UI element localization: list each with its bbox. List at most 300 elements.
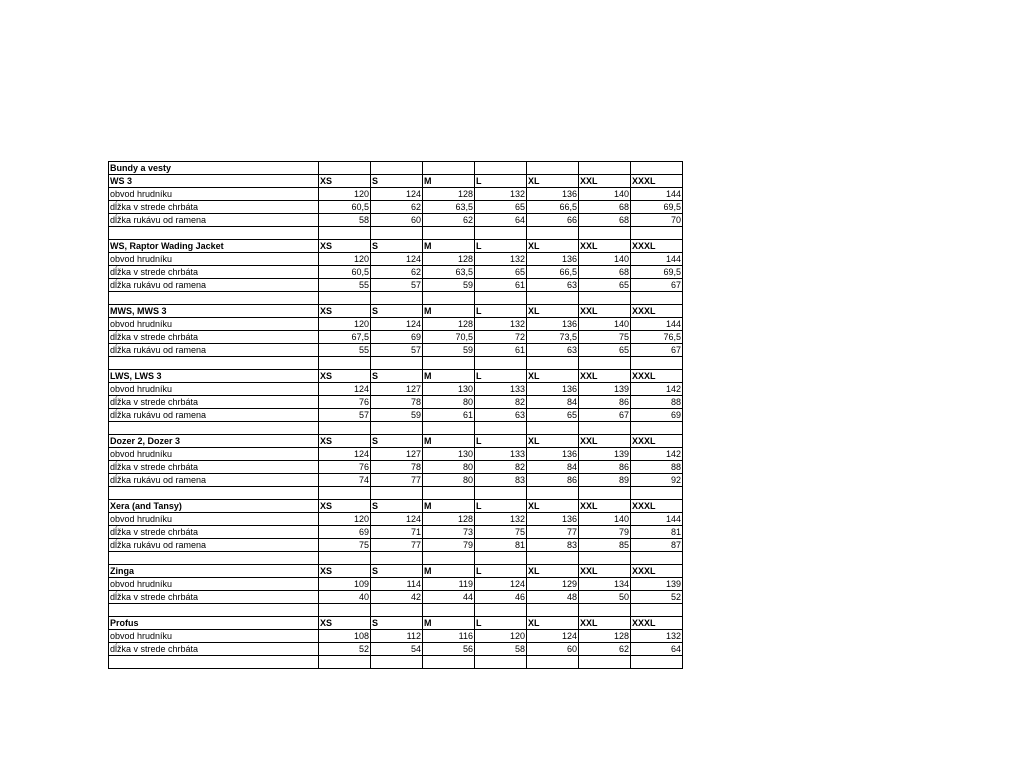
measurement-value-cell[interactable]: 140 [579, 188, 631, 201]
measurement-value-cell[interactable]: 65 [475, 266, 527, 279]
size-header-cell[interactable]: XS [319, 175, 371, 188]
empty-cell[interactable] [631, 292, 683, 305]
measurement-value-cell[interactable]: 134 [579, 578, 631, 591]
measurement-value-cell[interactable]: 79 [579, 526, 631, 539]
empty-cell[interactable] [579, 227, 631, 240]
measurement-value-cell[interactable]: 61 [475, 344, 527, 357]
measurement-value-cell[interactable]: 144 [631, 253, 683, 266]
empty-cell[interactable] [109, 422, 319, 435]
measurement-value-cell[interactable]: 62 [371, 266, 423, 279]
measurement-value-cell[interactable]: 86 [579, 396, 631, 409]
measurement-value-cell[interactable]: 71 [371, 526, 423, 539]
measurement-value-cell[interactable]: 136 [527, 188, 579, 201]
measurement-value-cell[interactable]: 76 [319, 461, 371, 474]
measurement-value-cell[interactable]: 120 [319, 253, 371, 266]
empty-cell[interactable] [371, 227, 423, 240]
size-header-cell[interactable]: XXL [579, 305, 631, 318]
empty-cell[interactable] [109, 656, 319, 669]
measurement-value-cell[interactable]: 128 [423, 253, 475, 266]
empty-cell[interactable] [371, 422, 423, 435]
empty-cell[interactable] [475, 292, 527, 305]
measurement-value-cell[interactable]: 68 [579, 201, 631, 214]
sheet-title-cell[interactable]: Bundy a vesty [109, 162, 319, 175]
measurement-value-cell[interactable]: 124 [371, 253, 423, 266]
empty-cell[interactable] [579, 292, 631, 305]
measurement-value-cell[interactable]: 75 [319, 539, 371, 552]
measurement-value-cell[interactable]: 84 [527, 396, 579, 409]
measurement-value-cell[interactable]: 76 [319, 396, 371, 409]
measurement-value-cell[interactable]: 60 [527, 643, 579, 656]
empty-cell[interactable] [631, 162, 683, 175]
measurement-value-cell[interactable]: 50 [579, 591, 631, 604]
measurement-value-cell[interactable]: 79 [423, 539, 475, 552]
empty-cell[interactable] [371, 552, 423, 565]
empty-cell[interactable] [579, 656, 631, 669]
empty-cell[interactable] [631, 656, 683, 669]
measurement-value-cell[interactable]: 73,5 [527, 331, 579, 344]
measurement-value-cell[interactable]: 66,5 [527, 201, 579, 214]
measurement-value-cell[interactable]: 57 [319, 409, 371, 422]
empty-cell[interactable] [631, 227, 683, 240]
measurement-value-cell[interactable]: 40 [319, 591, 371, 604]
measurement-value-cell[interactable]: 65 [527, 409, 579, 422]
measurement-value-cell[interactable]: 92 [631, 474, 683, 487]
empty-cell[interactable] [475, 604, 527, 617]
size-header-cell[interactable]: S [371, 175, 423, 188]
measurement-value-cell[interactable]: 70 [631, 214, 683, 227]
empty-cell[interactable] [319, 422, 371, 435]
empty-cell[interactable] [631, 487, 683, 500]
size-header-cell[interactable]: XXL [579, 240, 631, 253]
empty-cell[interactable] [423, 487, 475, 500]
size-header-cell[interactable]: L [475, 565, 527, 578]
measurement-value-cell[interactable]: 139 [579, 383, 631, 396]
size-header-cell[interactable]: XXXL [631, 435, 683, 448]
measurement-value-cell[interactable]: 86 [579, 461, 631, 474]
measurement-value-cell[interactable]: 89 [579, 474, 631, 487]
measurement-value-cell[interactable]: 130 [423, 383, 475, 396]
size-header-cell[interactable]: XL [527, 305, 579, 318]
size-header-cell[interactable]: M [423, 240, 475, 253]
measurement-value-cell[interactable]: 67 [631, 344, 683, 357]
measurement-value-cell[interactable]: 59 [371, 409, 423, 422]
empty-cell[interactable] [371, 487, 423, 500]
empty-cell[interactable] [423, 604, 475, 617]
measurement-value-cell[interactable]: 67,5 [319, 331, 371, 344]
measurement-value-cell[interactable]: 132 [475, 318, 527, 331]
size-header-cell[interactable]: S [371, 565, 423, 578]
measurement-value-cell[interactable]: 52 [631, 591, 683, 604]
section-name-cell[interactable]: WS, Raptor Wading Jacket [109, 240, 319, 253]
measurement-value-cell[interactable]: 58 [475, 643, 527, 656]
measurement-label-cell[interactable]: dĺžka v strede chrbáta [109, 396, 319, 409]
measurement-value-cell[interactable]: 82 [475, 461, 527, 474]
size-header-cell[interactable]: XS [319, 435, 371, 448]
measurement-label-cell[interactable]: obvod hrudníku [109, 253, 319, 266]
measurement-value-cell[interactable]: 144 [631, 513, 683, 526]
measurement-value-cell[interactable]: 136 [527, 253, 579, 266]
measurement-value-cell[interactable]: 59 [423, 279, 475, 292]
empty-cell[interactable] [319, 292, 371, 305]
size-header-cell[interactable]: XXXL [631, 305, 683, 318]
measurement-value-cell[interactable]: 66 [527, 214, 579, 227]
measurement-value-cell[interactable]: 77 [527, 526, 579, 539]
measurement-value-cell[interactable]: 78 [371, 461, 423, 474]
size-header-cell[interactable]: XXXL [631, 565, 683, 578]
size-header-cell[interactable]: L [475, 435, 527, 448]
size-header-cell[interactable]: XL [527, 500, 579, 513]
size-header-cell[interactable]: S [371, 305, 423, 318]
size-header-cell[interactable]: XXXL [631, 500, 683, 513]
measurement-value-cell[interactable]: 136 [527, 318, 579, 331]
empty-cell[interactable] [319, 227, 371, 240]
measurement-value-cell[interactable]: 142 [631, 448, 683, 461]
measurement-value-cell[interactable]: 69,5 [631, 266, 683, 279]
size-header-cell[interactable]: S [371, 617, 423, 630]
measurement-value-cell[interactable]: 57 [371, 344, 423, 357]
empty-cell[interactable] [475, 227, 527, 240]
measurement-value-cell[interactable]: 120 [319, 318, 371, 331]
measurement-value-cell[interactable]: 64 [475, 214, 527, 227]
measurement-value-cell[interactable]: 44 [423, 591, 475, 604]
size-header-cell[interactable]: L [475, 305, 527, 318]
section-name-cell[interactable]: Xera (and Tansy) [109, 500, 319, 513]
empty-cell[interactable] [371, 162, 423, 175]
measurement-value-cell[interactable]: 88 [631, 396, 683, 409]
measurement-value-cell[interactable]: 114 [371, 578, 423, 591]
size-header-cell[interactable]: XXL [579, 565, 631, 578]
measurement-label-cell[interactable]: obvod hrudníku [109, 513, 319, 526]
measurement-value-cell[interactable]: 142 [631, 383, 683, 396]
measurement-value-cell[interactable]: 139 [579, 448, 631, 461]
empty-cell[interactable] [319, 487, 371, 500]
empty-cell[interactable] [371, 604, 423, 617]
measurement-value-cell[interactable]: 69 [631, 409, 683, 422]
measurement-label-cell[interactable]: dĺžka rukávu od ramena [109, 344, 319, 357]
empty-cell[interactable] [527, 357, 579, 370]
empty-cell[interactable] [423, 656, 475, 669]
empty-cell[interactable] [319, 357, 371, 370]
measurement-value-cell[interactable]: 76,5 [631, 331, 683, 344]
measurement-label-cell[interactable]: dĺžka rukávu od ramena [109, 474, 319, 487]
measurement-value-cell[interactable]: 82 [475, 396, 527, 409]
measurement-label-cell[interactable]: obvod hrudníku [109, 630, 319, 643]
size-header-cell[interactable]: XXXL [631, 175, 683, 188]
measurement-label-cell[interactable]: dĺžka v strede chrbáta [109, 266, 319, 279]
measurement-value-cell[interactable]: 70,5 [423, 331, 475, 344]
measurement-value-cell[interactable]: 62 [371, 201, 423, 214]
size-header-cell[interactable]: M [423, 370, 475, 383]
measurement-value-cell[interactable]: 124 [371, 318, 423, 331]
measurement-label-cell[interactable]: dĺžka v strede chrbáta [109, 331, 319, 344]
measurement-value-cell[interactable]: 80 [423, 461, 475, 474]
size-header-cell[interactable]: XXL [579, 617, 631, 630]
empty-cell[interactable] [527, 604, 579, 617]
empty-cell[interactable] [527, 656, 579, 669]
size-header-cell[interactable]: M [423, 435, 475, 448]
measurement-value-cell[interactable]: 124 [527, 630, 579, 643]
measurement-value-cell[interactable]: 42 [371, 591, 423, 604]
measurement-value-cell[interactable]: 46 [475, 591, 527, 604]
measurement-value-cell[interactable]: 69,5 [631, 201, 683, 214]
measurement-value-cell[interactable]: 132 [631, 630, 683, 643]
empty-cell[interactable] [527, 162, 579, 175]
size-header-cell[interactable]: XS [319, 370, 371, 383]
size-header-cell[interactable]: S [371, 370, 423, 383]
measurement-value-cell[interactable]: 80 [423, 474, 475, 487]
section-name-cell[interactable]: LWS, LWS 3 [109, 370, 319, 383]
empty-cell[interactable] [475, 162, 527, 175]
measurement-value-cell[interactable]: 83 [475, 474, 527, 487]
size-header-cell[interactable]: XXL [579, 175, 631, 188]
size-header-cell[interactable]: XS [319, 305, 371, 318]
empty-cell[interactable] [423, 292, 475, 305]
measurement-value-cell[interactable]: 144 [631, 188, 683, 201]
size-header-cell[interactable]: S [371, 500, 423, 513]
measurement-value-cell[interactable]: 81 [631, 526, 683, 539]
measurement-value-cell[interactable]: 78 [371, 396, 423, 409]
measurement-value-cell[interactable]: 128 [423, 188, 475, 201]
empty-cell[interactable] [527, 227, 579, 240]
size-header-cell[interactable]: S [371, 435, 423, 448]
measurement-value-cell[interactable]: 140 [579, 513, 631, 526]
measurement-value-cell[interactable]: 120 [319, 513, 371, 526]
measurement-label-cell[interactable]: obvod hrudníku [109, 578, 319, 591]
measurement-value-cell[interactable]: 116 [423, 630, 475, 643]
empty-cell[interactable] [475, 422, 527, 435]
size-header-cell[interactable]: XS [319, 500, 371, 513]
measurement-value-cell[interactable]: 63 [527, 344, 579, 357]
measurement-value-cell[interactable]: 88 [631, 461, 683, 474]
measurement-value-cell[interactable]: 124 [371, 513, 423, 526]
measurement-value-cell[interactable]: 54 [371, 643, 423, 656]
measurement-value-cell[interactable]: 127 [371, 383, 423, 396]
section-name-cell[interactable]: MWS, MWS 3 [109, 305, 319, 318]
measurement-value-cell[interactable]: 119 [423, 578, 475, 591]
measurement-value-cell[interactable]: 62 [579, 643, 631, 656]
measurement-value-cell[interactable]: 66,5 [527, 266, 579, 279]
section-name-cell[interactable]: Dozer 2, Dozer 3 [109, 435, 319, 448]
measurement-value-cell[interactable]: 61 [475, 279, 527, 292]
measurement-value-cell[interactable]: 63,5 [423, 266, 475, 279]
empty-cell[interactable] [527, 422, 579, 435]
measurement-value-cell[interactable]: 132 [475, 253, 527, 266]
measurement-value-cell[interactable]: 109 [319, 578, 371, 591]
empty-cell[interactable] [109, 227, 319, 240]
measurement-value-cell[interactable]: 120 [319, 188, 371, 201]
measurement-value-cell[interactable]: 61 [423, 409, 475, 422]
measurement-value-cell[interactable]: 124 [371, 188, 423, 201]
measurement-value-cell[interactable]: 86 [527, 474, 579, 487]
measurement-label-cell[interactable]: dĺžka v strede chrbáta [109, 526, 319, 539]
measurement-value-cell[interactable]: 77 [371, 474, 423, 487]
measurement-value-cell[interactable]: 132 [475, 188, 527, 201]
measurement-value-cell[interactable]: 144 [631, 318, 683, 331]
size-header-cell[interactable]: L [475, 370, 527, 383]
measurement-value-cell[interactable]: 65 [475, 201, 527, 214]
measurement-value-cell[interactable]: 129 [527, 578, 579, 591]
measurement-value-cell[interactable]: 75 [475, 526, 527, 539]
size-header-cell[interactable]: M [423, 500, 475, 513]
size-header-cell[interactable]: M [423, 175, 475, 188]
measurement-value-cell[interactable]: 130 [423, 448, 475, 461]
measurement-value-cell[interactable]: 59 [423, 344, 475, 357]
measurement-value-cell[interactable]: 67 [631, 279, 683, 292]
measurement-value-cell[interactable]: 85 [579, 539, 631, 552]
empty-cell[interactable] [319, 656, 371, 669]
empty-cell[interactable] [423, 162, 475, 175]
measurement-label-cell[interactable]: obvod hrudníku [109, 448, 319, 461]
empty-cell[interactable] [579, 552, 631, 565]
measurement-value-cell[interactable]: 68 [579, 214, 631, 227]
measurement-label-cell[interactable]: dĺžka v strede chrbáta [109, 461, 319, 474]
size-header-cell[interactable]: XL [527, 175, 579, 188]
measurement-value-cell[interactable]: 73 [423, 526, 475, 539]
empty-cell[interactable] [579, 162, 631, 175]
empty-cell[interactable] [109, 552, 319, 565]
measurement-value-cell[interactable]: 133 [475, 448, 527, 461]
measurement-value-cell[interactable]: 128 [579, 630, 631, 643]
measurement-value-cell[interactable]: 124 [475, 578, 527, 591]
measurement-value-cell[interactable]: 108 [319, 630, 371, 643]
measurement-value-cell[interactable]: 77 [371, 539, 423, 552]
measurement-value-cell[interactable]: 81 [475, 539, 527, 552]
measurement-label-cell[interactable]: dĺžka v strede chrbáta [109, 643, 319, 656]
empty-cell[interactable] [109, 487, 319, 500]
size-header-cell[interactable]: XXXL [631, 617, 683, 630]
empty-cell[interactable] [319, 552, 371, 565]
measurement-value-cell[interactable]: 128 [423, 513, 475, 526]
measurement-value-cell[interactable]: 83 [527, 539, 579, 552]
size-header-cell[interactable]: L [475, 240, 527, 253]
measurement-value-cell[interactable]: 74 [319, 474, 371, 487]
empty-cell[interactable] [631, 357, 683, 370]
size-header-cell[interactable]: M [423, 305, 475, 318]
size-header-cell[interactable]: XL [527, 370, 579, 383]
size-header-cell[interactable]: XL [527, 240, 579, 253]
measurement-value-cell[interactable]: 68 [579, 266, 631, 279]
empty-cell[interactable] [423, 227, 475, 240]
empty-cell[interactable] [579, 487, 631, 500]
measurement-value-cell[interactable]: 58 [319, 214, 371, 227]
section-name-cell[interactable]: WS 3 [109, 175, 319, 188]
empty-cell[interactable] [631, 422, 683, 435]
measurement-value-cell[interactable]: 140 [579, 253, 631, 266]
measurement-value-cell[interactable]: 124 [319, 383, 371, 396]
empty-cell[interactable] [109, 357, 319, 370]
empty-cell[interactable] [475, 487, 527, 500]
size-header-cell[interactable]: XXL [579, 500, 631, 513]
measurement-value-cell[interactable]: 136 [527, 513, 579, 526]
size-header-cell[interactable]: XXXL [631, 370, 683, 383]
measurement-label-cell[interactable]: dĺžka v strede chrbáta [109, 591, 319, 604]
measurement-label-cell[interactable]: obvod hrudníku [109, 383, 319, 396]
measurement-label-cell[interactable]: dĺžka rukávu od ramena [109, 279, 319, 292]
section-name-cell[interactable]: Zinga [109, 565, 319, 578]
measurement-value-cell[interactable]: 52 [319, 643, 371, 656]
measurement-value-cell[interactable]: 80 [423, 396, 475, 409]
size-header-cell[interactable]: M [423, 565, 475, 578]
measurement-value-cell[interactable]: 133 [475, 383, 527, 396]
measurement-value-cell[interactable]: 128 [423, 318, 475, 331]
measurement-value-cell[interactable]: 60,5 [319, 201, 371, 214]
measurement-label-cell[interactable]: dĺžka rukávu od ramena [109, 539, 319, 552]
size-header-cell[interactable]: XXXL [631, 240, 683, 253]
measurement-value-cell[interactable]: 120 [475, 630, 527, 643]
size-header-cell[interactable]: S [371, 240, 423, 253]
measurement-value-cell[interactable]: 63 [527, 279, 579, 292]
measurement-value-cell[interactable]: 65 [579, 344, 631, 357]
empty-cell[interactable] [319, 162, 371, 175]
measurement-value-cell[interactable]: 56 [423, 643, 475, 656]
size-header-cell[interactable]: L [475, 500, 527, 513]
measurement-value-cell[interactable]: 140 [579, 318, 631, 331]
empty-cell[interactable] [631, 604, 683, 617]
size-header-cell[interactable]: XS [319, 617, 371, 630]
measurement-value-cell[interactable]: 124 [319, 448, 371, 461]
measurement-label-cell[interactable]: obvod hrudníku [109, 318, 319, 331]
measurement-value-cell[interactable]: 136 [527, 448, 579, 461]
empty-cell[interactable] [527, 552, 579, 565]
measurement-value-cell[interactable]: 127 [371, 448, 423, 461]
empty-cell[interactable] [475, 357, 527, 370]
measurement-value-cell[interactable]: 60 [371, 214, 423, 227]
empty-cell[interactable] [579, 604, 631, 617]
size-header-cell[interactable]: XL [527, 565, 579, 578]
measurement-value-cell[interactable]: 57 [371, 279, 423, 292]
measurement-value-cell[interactable]: 63 [475, 409, 527, 422]
size-header-cell[interactable]: XS [319, 565, 371, 578]
measurement-value-cell[interactable]: 62 [423, 214, 475, 227]
measurement-value-cell[interactable]: 72 [475, 331, 527, 344]
size-header-cell[interactable]: XXL [579, 370, 631, 383]
empty-cell[interactable] [109, 292, 319, 305]
size-header-cell[interactable]: L [475, 175, 527, 188]
measurement-value-cell[interactable]: 112 [371, 630, 423, 643]
size-header-cell[interactable]: L [475, 617, 527, 630]
empty-cell[interactable] [475, 656, 527, 669]
section-name-cell[interactable]: Profus [109, 617, 319, 630]
measurement-value-cell[interactable]: 63,5 [423, 201, 475, 214]
empty-cell[interactable] [319, 604, 371, 617]
empty-cell[interactable] [371, 357, 423, 370]
empty-cell[interactable] [371, 292, 423, 305]
measurement-label-cell[interactable]: dĺžka rukávu od ramena [109, 214, 319, 227]
measurement-value-cell[interactable]: 75 [579, 331, 631, 344]
size-header-cell[interactable]: XL [527, 617, 579, 630]
measurement-label-cell[interactable]: obvod hrudníku [109, 188, 319, 201]
measurement-value-cell[interactable]: 69 [319, 526, 371, 539]
empty-cell[interactable] [109, 604, 319, 617]
measurement-label-cell[interactable]: dĺžka rukávu od ramena [109, 409, 319, 422]
empty-cell[interactable] [527, 487, 579, 500]
empty-cell[interactable] [579, 357, 631, 370]
empty-cell[interactable] [423, 552, 475, 565]
measurement-value-cell[interactable]: 139 [631, 578, 683, 591]
empty-cell[interactable] [423, 357, 475, 370]
empty-cell[interactable] [371, 656, 423, 669]
empty-cell[interactable] [475, 552, 527, 565]
measurement-value-cell[interactable]: 55 [319, 344, 371, 357]
measurement-value-cell[interactable]: 132 [475, 513, 527, 526]
empty-cell[interactable] [579, 422, 631, 435]
measurement-value-cell[interactable]: 136 [527, 383, 579, 396]
empty-cell[interactable] [527, 292, 579, 305]
measurement-value-cell[interactable]: 69 [371, 331, 423, 344]
empty-cell[interactable] [423, 422, 475, 435]
empty-cell[interactable] [631, 552, 683, 565]
measurement-value-cell[interactable]: 84 [527, 461, 579, 474]
